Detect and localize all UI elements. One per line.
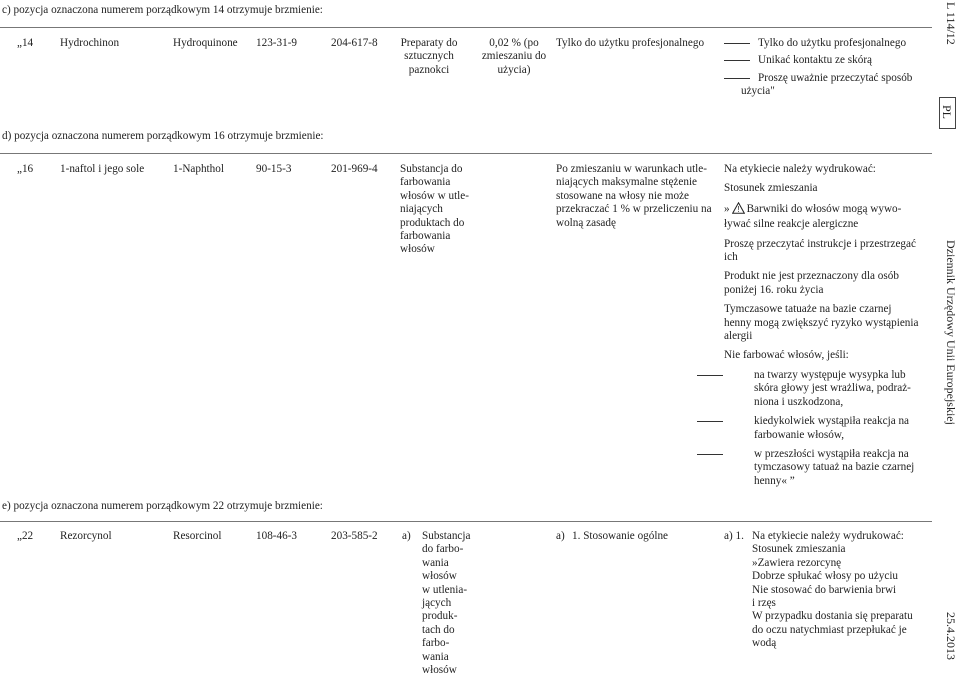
- other-limitations: Tylko do użytku profesjonalnego: [556, 37, 705, 49]
- entry-number: „22: [17, 530, 34, 542]
- list-item: kiedykolwiek wystąpiła reakcja na farbowanie włosów,: [724, 415, 924, 442]
- chemical-name: Rezorcynol: [60, 530, 112, 542]
- other-limitations: 1. Stosowanie ogólne: [572, 530, 669, 542]
- page-reference: L 114/12: [944, 2, 958, 45]
- other-limitations: Po zmieszaniu w warunkach utle- niających maksymalne stężenie stosowane na włosy nie może przekraczać 1 % w przeliczeniu na wolną zasadę: [556, 163, 712, 229]
- inn-name: Hydroquinone: [173, 37, 238, 49]
- chemical-name: Hydrochinon: [60, 37, 120, 49]
- divider: [0, 521, 932, 522]
- inn-name: Resorcinol: [173, 530, 222, 542]
- cas-number: 90-15-3: [256, 163, 292, 175]
- journal-title: Dziennik Urzędowy Unii Europejskiej: [944, 240, 958, 425]
- cas-number: 123-31-9: [256, 37, 298, 49]
- section-d-heading: d) pozycja oznaczona numerem porządkowym 16 otrzymuje brzmienie:: [2, 130, 324, 142]
- ec-number: 204-617-8: [331, 37, 378, 49]
- product-type: Substancja do farbowania włosów w utle- niających produktach do farbowania włosów: [400, 163, 469, 256]
- warning-triangle-icon: [732, 202, 745, 218]
- list-item: na twarzy występuje wysypka lub skóra głowy jest wrażliwa, podraż- niona i uszkodzona,: [724, 369, 924, 409]
- cas-number: 108-46-3: [256, 530, 298, 542]
- chemical-name: 1-naftol i jego sole: [60, 163, 145, 175]
- svg-text:!: !: [736, 204, 740, 214]
- warnings: Na etykiecie należy wydrukować: Stosunek zmieszania » ! Barwniki do włosów mogą wywo- ływać silne reakcje alergiczne Proszę przeczytać instrukcje i przestrzegać ich Produkt nie jest przeznaczony dla osób poniżej 16. roku życia Tymczasowe tatuaże na bazie czarnej henny mogą zwiększyć ryzyko wystąpienia alergii Nie farbować włosów, jeśli: na twarzy występuje wysypka lub skóra głowy jest wrażliwa, podraż- niona i uszkodzona, kiedykolwiek wystąpiła reakcja na farbowanie włosów, w przeszłości wystąpiła reakcja na tymczasowy tatuaż na bazie czarnej henny« ”: [724, 163, 924, 488]
- language-code: PL: [940, 105, 954, 120]
- publication-date: 25.4.2013: [944, 612, 958, 660]
- warnings: Na etykiecie należy wydrukować: Stosunek zmieszania »Zawiera rezorcynę Dobrze spłukać włosy po użyciu Nie stosować do barwienia brwi i rzęs W przypadku dostania się preparatu do oczu natychmiast przepłukać je wodą: [752, 530, 913, 650]
- product-type: Preparaty do sztucznych paznokci: [400, 37, 458, 76]
- ec-number: 201-969-4: [331, 163, 378, 175]
- product-type: Substancja do farbo- wania włosów w utlenia- jących produk- tach do farbo- wania włosów: [422, 530, 471, 677]
- warn-label: a) 1.: [724, 530, 744, 542]
- ec-number: 203-585-2: [331, 530, 378, 542]
- product-label: a): [402, 530, 411, 542]
- other-label: a): [556, 530, 565, 542]
- max-concentration: 0,02 % (po zmieszaniu do użycia): [481, 37, 547, 76]
- entry-number: „16: [17, 163, 34, 175]
- entry-number: „14: [17, 37, 34, 49]
- warnings: Tylko do użytku profesjonalnego Unikać kontaktu ze skórą Proszę uważnie przeczytać sposób użycia": [724, 37, 924, 99]
- section-e-heading: e) pozycja oznaczona numerem porządkowym 22 otrzymuje brzmienie:: [2, 500, 323, 512]
- divider: [0, 153, 932, 154]
- divider: [0, 27, 932, 28]
- list-item: w przeszłości wystąpiła reakcja na tymczasowy tatuaż na bazie czarnej henny« ”: [724, 448, 924, 488]
- inn-name: 1-Naphthol: [173, 163, 224, 175]
- section-c-heading: c) pozycja oznaczona numerem porządkowym 14 otrzymuje brzmienie:: [2, 4, 323, 16]
